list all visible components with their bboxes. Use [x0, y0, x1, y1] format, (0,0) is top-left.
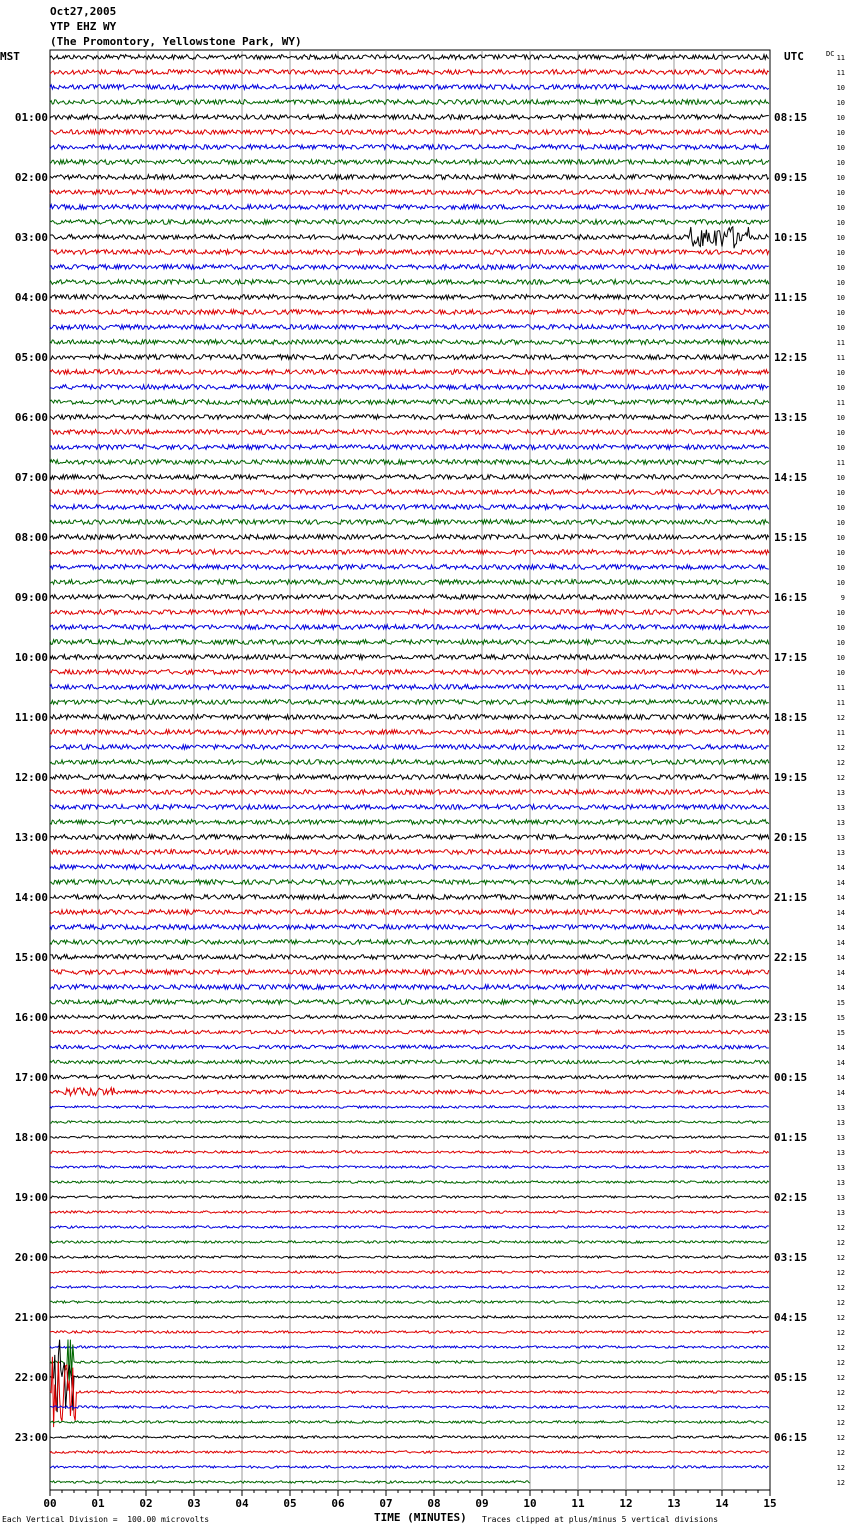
dc-offset-label: 11	[836, 339, 845, 347]
dc-offset-label: 10	[836, 579, 845, 587]
station-label: YTP EHZ WY	[50, 20, 117, 33]
left-hour-label: 02:00	[14, 171, 48, 184]
dc-offset-label: 10	[836, 549, 845, 557]
trace-line	[50, 655, 769, 660]
right-hour-label: 17:15	[774, 651, 808, 664]
trace-line	[50, 880, 769, 885]
right-hour-label: 00:15	[774, 1071, 808, 1084]
left-hour-label: 13:00	[14, 831, 48, 844]
trace-line	[50, 1256, 769, 1258]
trace-line	[50, 355, 769, 360]
dc-offset-label: 10	[836, 249, 845, 257]
dc-offset-label: 10	[836, 144, 845, 152]
trace-line	[50, 475, 769, 480]
trace-line	[50, 1136, 769, 1138]
left-hour-label: 16:00	[14, 1011, 48, 1024]
trace-line	[50, 55, 769, 60]
trace-line	[50, 505, 769, 510]
left-hour-label: 18:00	[14, 1131, 48, 1144]
trace-line	[50, 745, 769, 750]
dc-offset-label: 10	[836, 444, 845, 452]
dc-offset-label: 12	[836, 759, 845, 767]
trace-line	[50, 100, 769, 105]
dc-offset-label: 10	[836, 369, 845, 377]
trace-line	[50, 1166, 769, 1168]
dc-offset-label: 10	[836, 279, 845, 287]
trace-line	[50, 970, 769, 975]
trace-line	[50, 1301, 769, 1303]
trace-line	[50, 835, 769, 840]
dc-offset-label: 13	[836, 834, 845, 842]
dc-offset-label: 12	[836, 774, 845, 782]
trace-line	[50, 670, 769, 675]
dc-offset-label: 10	[836, 264, 845, 272]
trace-line	[50, 415, 769, 420]
trace-line	[50, 865, 769, 870]
trace-line	[50, 490, 769, 495]
dc-offset-label: 10	[836, 99, 845, 107]
trace-line	[50, 205, 769, 210]
trace-line	[50, 310, 769, 315]
dc-offset-label: 14	[836, 1089, 845, 1097]
trace-line	[50, 1106, 769, 1108]
left-hour-label: 17:00	[14, 1071, 48, 1084]
left-hour-label: 07:00	[14, 471, 48, 484]
left-hour-label: 01:00	[14, 111, 48, 124]
dc-offset-label: 14	[836, 1074, 845, 1082]
dc-offset-label: 14	[836, 894, 845, 902]
trace-line	[50, 220, 769, 225]
trace-line	[50, 190, 769, 195]
dc-offset-label: 13	[836, 1134, 845, 1142]
trace-line	[50, 805, 769, 810]
dc-offset-label: 14	[836, 1059, 845, 1067]
right-hour-label: 19:15	[774, 771, 808, 784]
trace-line	[50, 1340, 769, 1412]
dc-offset-label: 10	[836, 624, 845, 632]
dc-offset-label: 14	[836, 909, 845, 917]
trace-line	[50, 280, 769, 285]
left-hour-label: 05:00	[14, 351, 48, 364]
left-timezone-label: MST	[0, 50, 20, 63]
dc-offset-label: 12	[836, 744, 845, 752]
dc-offset-label: 14	[836, 879, 845, 887]
dc-offset-label: 15	[836, 1029, 845, 1037]
trace-line	[50, 760, 769, 765]
dc-offset-label: 10	[836, 84, 845, 92]
x-tick-label: 03	[187, 1497, 201, 1510]
trace-line	[50, 730, 769, 735]
left-hour-label: 22:00	[14, 1371, 48, 1384]
dc-offset-label: 10	[836, 294, 845, 302]
left-hour-label: 12:00	[14, 771, 48, 784]
dc-offset-label: 12	[836, 1449, 845, 1457]
dc-offset-label: 10	[836, 534, 845, 542]
dc-offset-label: 13	[836, 1209, 845, 1217]
dc-offset-label: 10	[836, 654, 845, 662]
x-tick-label: 01	[91, 1497, 105, 1510]
dc-offset-label: 12	[836, 1269, 845, 1277]
right-timezone-label: UTC	[784, 50, 804, 63]
left-hour-label: 19:00	[14, 1191, 48, 1204]
trace-line	[50, 925, 769, 930]
dc-offset-label: 12	[836, 1464, 845, 1472]
dc-offset-label: 10	[836, 609, 845, 617]
trace-line	[50, 610, 769, 615]
dc-offset-label: 10	[836, 429, 845, 437]
clip-note: Traces clipped at plus/minus 5 vertical divisions	[482, 1515, 719, 1524]
dc-offset-label: 12	[836, 1374, 845, 1382]
trace-line	[50, 340, 769, 345]
dc-offset-label: 10	[836, 489, 845, 497]
dc-offset-label: 13	[836, 1179, 845, 1187]
trace-line	[50, 145, 769, 150]
x-tick-label: 14	[715, 1497, 729, 1510]
trace-line	[50, 1451, 769, 1453]
trace-line	[50, 625, 769, 630]
dc-offset-label: 10	[836, 519, 845, 527]
right-hour-label: 16:15	[774, 591, 808, 604]
left-hour-label: 08:00	[14, 531, 48, 544]
dc-offset-label: 10	[836, 504, 845, 512]
dc-offset-label: 12	[836, 1389, 845, 1397]
trace-line	[50, 250, 769, 255]
dc-offset-label: 11	[836, 459, 845, 467]
trace-line	[50, 1000, 769, 1005]
trace-line	[50, 1030, 769, 1034]
left-hour-label: 14:00	[14, 891, 48, 904]
date-label: Oct27,2005	[50, 5, 117, 18]
trace-line	[50, 910, 769, 915]
right-hour-label: 22:15	[774, 951, 808, 964]
x-tick-label: 00	[43, 1497, 57, 1510]
x-tick-label: 05	[283, 1497, 297, 1510]
dc-offset-label: 10	[836, 189, 845, 197]
dc-offset-label: 10	[836, 174, 845, 182]
dc-offset-label: 12	[836, 1344, 845, 1352]
dc-offset-label: 10	[836, 114, 845, 122]
dc-offset-label: 14	[836, 1044, 845, 1052]
dc-offset-label: 10	[836, 414, 845, 422]
dc-offset-label: 15	[836, 1014, 845, 1022]
dc-offset-label: 11	[836, 729, 845, 737]
dc-offset-label: 10	[836, 309, 845, 317]
right-hour-label: 08:15	[774, 111, 808, 124]
dc-offset-label: 12	[836, 1404, 845, 1412]
trace-line	[50, 460, 769, 465]
x-tick-label: 10	[523, 1497, 537, 1510]
dc-offset-label: 12	[836, 1314, 845, 1322]
trace-line	[50, 115, 769, 120]
scale-note: Each Vertical Division = 100.00 microvolts	[2, 1515, 210, 1524]
trace-line	[50, 1060, 769, 1064]
dc-offset-label: 14	[836, 864, 845, 872]
trace-line	[50, 1331, 769, 1333]
trace-line	[50, 955, 769, 960]
left-hour-label: 11:00	[14, 711, 48, 724]
x-tick-label: 02	[139, 1497, 153, 1510]
dc-offset-label: 9	[840, 594, 845, 602]
left-hour-label: 23:00	[14, 1431, 48, 1444]
trace-line	[50, 1088, 769, 1096]
trace-line	[50, 940, 769, 945]
trace-line	[50, 325, 769, 330]
trace-line	[50, 1015, 769, 1019]
trace-line	[50, 160, 769, 165]
left-hour-label: 10:00	[14, 651, 48, 664]
x-tick-label: 12	[619, 1497, 633, 1510]
trace-line	[50, 820, 769, 825]
dc-offset-label: 11	[836, 684, 845, 692]
dc-offset-label: 14	[836, 984, 845, 992]
trace-line	[50, 1196, 769, 1198]
dc-offset-label: 10	[836, 159, 845, 167]
right-hour-label: 14:15	[774, 471, 808, 484]
dc-offset-label: 11	[836, 399, 845, 407]
dc-offset-label: 14	[836, 939, 845, 947]
right-hour-label: 15:15	[774, 531, 808, 544]
trace-line	[50, 400, 769, 405]
dc-offset-label: 14	[836, 969, 845, 977]
x-axis-title: TIME (MINUTES)	[374, 1511, 467, 1524]
x-tick-label: 09	[475, 1497, 489, 1510]
dc-offset-label: 13	[836, 1119, 845, 1127]
left-hour-label: 09:00	[14, 591, 48, 604]
right-hour-label: 23:15	[774, 1011, 808, 1024]
left-hour-label: 03:00	[14, 231, 48, 244]
trace-line	[50, 850, 769, 855]
trace-line	[50, 85, 769, 90]
trace-line	[50, 430, 769, 435]
trace-line	[50, 520, 769, 525]
dc-offset-label: 10	[836, 564, 845, 572]
right-hour-label: 13:15	[774, 411, 808, 424]
trace-line	[50, 580, 769, 585]
right-hour-label: 20:15	[774, 831, 808, 844]
dc-offset-label: 12	[836, 1284, 845, 1292]
trace-line	[50, 1211, 769, 1213]
dc-offset-label: 10	[836, 474, 845, 482]
trace-line	[50, 70, 769, 75]
left-hour-label: 15:00	[14, 951, 48, 964]
dc-offset-label: 10	[836, 204, 845, 212]
dc-offset-label: 13	[836, 1194, 845, 1202]
trace-line	[50, 1357, 769, 1427]
dc-offset-label: 11	[836, 54, 845, 62]
dc-offset-label: 12	[836, 714, 845, 722]
dc-offset-label: 10	[836, 219, 845, 227]
trace-line	[50, 1045, 769, 1049]
dc-offset-label: 11	[836, 354, 845, 362]
trace-line	[50, 1226, 769, 1228]
right-hour-label: 21:15	[774, 891, 808, 904]
trace-line	[50, 985, 769, 990]
right-hour-label: 10:15	[774, 231, 808, 244]
x-tick-label: 11	[571, 1497, 585, 1510]
dc-offset-label: 10	[836, 129, 845, 137]
dc-offset-label: 13	[836, 789, 845, 797]
dc-offset-label: 14	[836, 924, 845, 932]
dc-offset-label: 10	[836, 324, 845, 332]
dc-offset-label: 13	[836, 819, 845, 827]
dc-offset-label: 15	[836, 999, 845, 1007]
trace-line	[50, 790, 769, 795]
trace-line	[50, 715, 769, 720]
trace-line	[50, 295, 769, 300]
x-tick-label: 04	[235, 1497, 249, 1510]
dc-offset-label: 10	[836, 384, 845, 392]
trace-line	[50, 1406, 769, 1408]
right-hour-label: 11:15	[774, 291, 808, 304]
dc-offset-label: 12	[836, 1299, 845, 1307]
right-hour-label: 03:15	[774, 1251, 808, 1264]
left-hour-label: 04:00	[14, 291, 48, 304]
dc-offset-header: DC	[826, 50, 835, 58]
trace-line	[50, 1436, 769, 1438]
trace-line	[50, 700, 769, 705]
dc-offset-label: 12	[836, 1224, 845, 1232]
trace-line	[50, 445, 769, 450]
dc-offset-label: 14	[836, 954, 845, 962]
dc-offset-label: 13	[836, 804, 845, 812]
trace-line	[50, 535, 769, 540]
dc-offset-label: 10	[836, 669, 845, 677]
x-tick-label: 08	[427, 1497, 441, 1510]
right-hour-label: 09:15	[774, 171, 808, 184]
trace-line	[50, 775, 769, 780]
left-hour-label: 06:00	[14, 411, 48, 424]
right-hour-label: 05:15	[774, 1371, 808, 1384]
location-label: (The Promontory, Yellowstone Park, WY)	[50, 35, 302, 48]
trace-line	[50, 130, 769, 135]
trace-line	[50, 265, 769, 270]
dc-offset-label: 13	[836, 849, 845, 857]
right-hour-label: 04:15	[774, 1311, 808, 1324]
trace-line	[50, 1286, 769, 1288]
trace-line	[50, 175, 769, 180]
x-tick-label: 13	[667, 1497, 681, 1510]
dc-offset-label: 12	[836, 1239, 845, 1247]
dc-offset-label: 12	[836, 1359, 845, 1367]
x-tick-label: 06	[331, 1497, 345, 1510]
trace-layer	[50, 55, 769, 1484]
right-hour-label: 02:15	[774, 1191, 808, 1204]
trace-line	[50, 565, 769, 570]
trace-line	[50, 640, 769, 645]
trace-line	[50, 895, 769, 900]
trace-line	[50, 385, 769, 390]
left-hour-label: 20:00	[14, 1251, 48, 1264]
dc-offset-label: 12	[836, 1329, 845, 1337]
x-tick-label: 15	[763, 1497, 777, 1510]
trace-line	[50, 1151, 769, 1153]
dc-offset-label: 13	[836, 1149, 845, 1157]
dc-offset-label: 13	[836, 1104, 845, 1112]
dc-offset-label: 10	[836, 639, 845, 647]
right-hour-label: 06:15	[774, 1431, 808, 1444]
dc-offset-label: 12	[836, 1254, 845, 1262]
trace-line	[50, 1075, 769, 1079]
trace-line	[50, 227, 769, 248]
trace-line	[50, 1121, 769, 1123]
trace-line	[50, 595, 769, 600]
trace-line	[50, 1181, 769, 1183]
trace-line	[50, 1241, 769, 1243]
left-hour-label: 21:00	[14, 1311, 48, 1324]
right-hour-label: 01:15	[774, 1131, 808, 1144]
right-hour-label: 18:15	[774, 711, 808, 724]
trace-line	[50, 370, 769, 375]
dc-offset-label: 11	[836, 699, 845, 707]
trace-line	[50, 1346, 769, 1348]
dc-offset-label: 12	[836, 1419, 845, 1427]
right-hour-label: 12:15	[774, 351, 808, 364]
dc-offset-label: 10	[836, 234, 845, 242]
label-layer	[15, 54, 845, 1510]
dc-offset-label: 13	[836, 1164, 845, 1172]
trace-line	[50, 1466, 769, 1468]
trace-line	[50, 1271, 769, 1273]
dc-offset-label: 12	[836, 1479, 845, 1487]
trace-line	[50, 1316, 769, 1318]
trace-line	[50, 1421, 769, 1423]
x-tick-label: 07	[379, 1497, 393, 1510]
trace-line	[50, 685, 769, 690]
trace-line	[50, 550, 769, 555]
dc-offset-label: 11	[836, 69, 845, 77]
dc-offset-label: 12	[836, 1434, 845, 1442]
